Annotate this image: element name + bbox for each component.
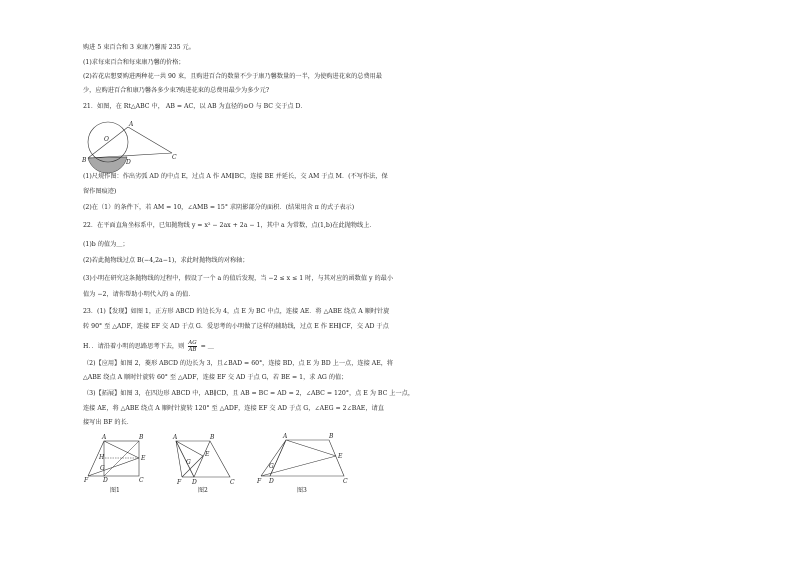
label-c: C xyxy=(172,154,177,161)
label-g: G xyxy=(269,463,274,470)
label-g: G xyxy=(186,459,191,466)
label-a: A xyxy=(283,433,288,440)
label-d: D xyxy=(192,479,197,486)
question-23-heading: 23．(1)【发现】如图 1，正方形 ABCD 的边长为 4，点 E 为 BC 中点，连接 AE．将 △ABE 绕点 A 顺时针旋 xyxy=(83,308,390,315)
label-o: O xyxy=(104,136,109,143)
label-c: C xyxy=(139,477,144,484)
figure-2-caption: 图2 xyxy=(198,487,208,494)
figure-3 xyxy=(256,434,351,484)
text-line: 值为 −2，请你帮助小明代入的 a 的值． xyxy=(83,291,195,298)
text-segment: H．．请沿着小明的思路思考下去，则 xyxy=(83,343,185,350)
fraction-numerator: AG xyxy=(188,340,197,346)
segment-ad xyxy=(270,440,286,476)
text-line: (3)小明在研究这条抛物线的过程中，假设了一个 a 的值后发现，当 −2 ≤ x ≤ 1 时，与其对应的函数值 y 的最小 xyxy=(83,275,394,282)
label-b: B xyxy=(210,434,215,441)
segment-bd xyxy=(194,441,210,477)
label-g: G xyxy=(100,465,105,472)
label-d: D xyxy=(269,478,274,485)
segment-ef xyxy=(88,458,139,476)
fraction xyxy=(188,340,196,353)
text-line-with-fraction xyxy=(83,340,214,353)
label-a: A xyxy=(102,434,107,441)
text-line: (1)b 的值为＿； xyxy=(83,241,129,248)
text-line: 购进 5 束百合和 3 束康乃馨需 235 元。 xyxy=(83,44,195,51)
label-e: E xyxy=(338,453,343,460)
text-line: （2)【应用】如图 2，菱形 ABCD 的边长为 3，且∠BAD = 60°，连接 BD，点 E 为 BD 上一点，连接 AE，将 xyxy=(83,360,394,367)
figure-3-caption: 图3 xyxy=(297,487,307,494)
text-line: 少，应购进百合和康乃馨各多少束?购进花束的总费用最少为多少元? xyxy=(83,87,270,94)
text-line: 留作图痕迹) xyxy=(83,188,117,195)
segment-ae xyxy=(286,440,336,456)
label-a: A xyxy=(173,434,178,441)
segment-bc xyxy=(88,153,172,158)
text-line: (2)若此抛物线过点 B(−4,2a−1)，求此时抛物线的对称轴； xyxy=(83,257,249,264)
fraction-denominator: AB xyxy=(188,347,197,353)
text-line: (1)求每束百合和每束康乃馨的价格； xyxy=(83,59,185,66)
label-b: B xyxy=(329,433,334,440)
label-c: C xyxy=(230,479,235,486)
segment-bd xyxy=(104,441,139,476)
label-e: E xyxy=(141,455,146,462)
segment-ac xyxy=(128,127,172,153)
label-a: A xyxy=(129,121,134,128)
label-h: H xyxy=(99,454,105,461)
segment-ae xyxy=(104,441,139,458)
label-f: F xyxy=(177,479,182,486)
label-f: F xyxy=(84,477,89,484)
text-line: (1)尺规作图：作出劣弧 AD 的中点 E，过点 A 作 AM∥BC，连接 BE 并延长，交 AM 于点 M．(不写作法，保 xyxy=(83,173,388,180)
label-c: C xyxy=(343,478,348,485)
question-21-heading: 21．如图，在 Rt△ABC 中， AB = AC，以 AB 为直径的⊙O 与 BC 交于点 D． xyxy=(83,103,307,110)
shaded-segment xyxy=(88,157,127,173)
text-line: (2)若花店想要购进两种花一共 90 束，且购进百合的数量不少于康乃馨数量的一半，为使购进花束的总费用最 xyxy=(83,73,383,80)
rhombus-abcd xyxy=(176,441,230,477)
label-b: B xyxy=(82,157,87,164)
text-line: （3)【拓展】如图 3，在四边形 ABCD 中，AB∥CD，且 AB = BC = AD = 2，∠ABC = 120°，点 E 为 BC 上一点， xyxy=(83,390,415,397)
text-segment: = ＿ xyxy=(200,343,214,350)
figure-2 xyxy=(168,434,243,484)
label-f: F xyxy=(257,478,262,485)
figure-1-caption: 图1 xyxy=(110,487,120,494)
figure-1 xyxy=(83,434,153,484)
text-line: (2)在（1）的条件下，若 AM = 10，∠AMB = 15° 求阴影部分的面积．(结果用含 π 的式子表示) xyxy=(83,204,355,211)
label-d: D xyxy=(103,477,108,484)
text-line: 转 90° 至 △ADF，连接 EF 交 AD 于点 G．爱思考的小明做了这样的辅助线，过点 E 作 EH∥CF，交 AD 于点 xyxy=(83,323,389,330)
text-line: △ABE 绕点 A 顺时针旋转 60° 至 △ADF，连接 EF 交 AD 于点 G，若 BE = 1，求 AG 的值； xyxy=(83,374,348,381)
label-b: B xyxy=(139,434,144,441)
text-line: 连接 AE，将 △ABE 绕点 A 顺时针旋转 120° 至 △ADF，连接 EF 交 AD 于点 G，∠AEG = 2∠BAE，请直 xyxy=(83,405,384,412)
question-22-heading: 22．在平面直角坐标系中，已知抛物线 y = x² − 2ax + 2a − 1，其中 a 为常数，点(1,b)在此抛物线上． xyxy=(83,222,376,229)
label-e: E xyxy=(205,451,210,458)
figure-21 xyxy=(82,118,182,178)
text-line: 接写出 BF 的长． xyxy=(83,419,133,426)
label-d: D xyxy=(126,159,131,166)
